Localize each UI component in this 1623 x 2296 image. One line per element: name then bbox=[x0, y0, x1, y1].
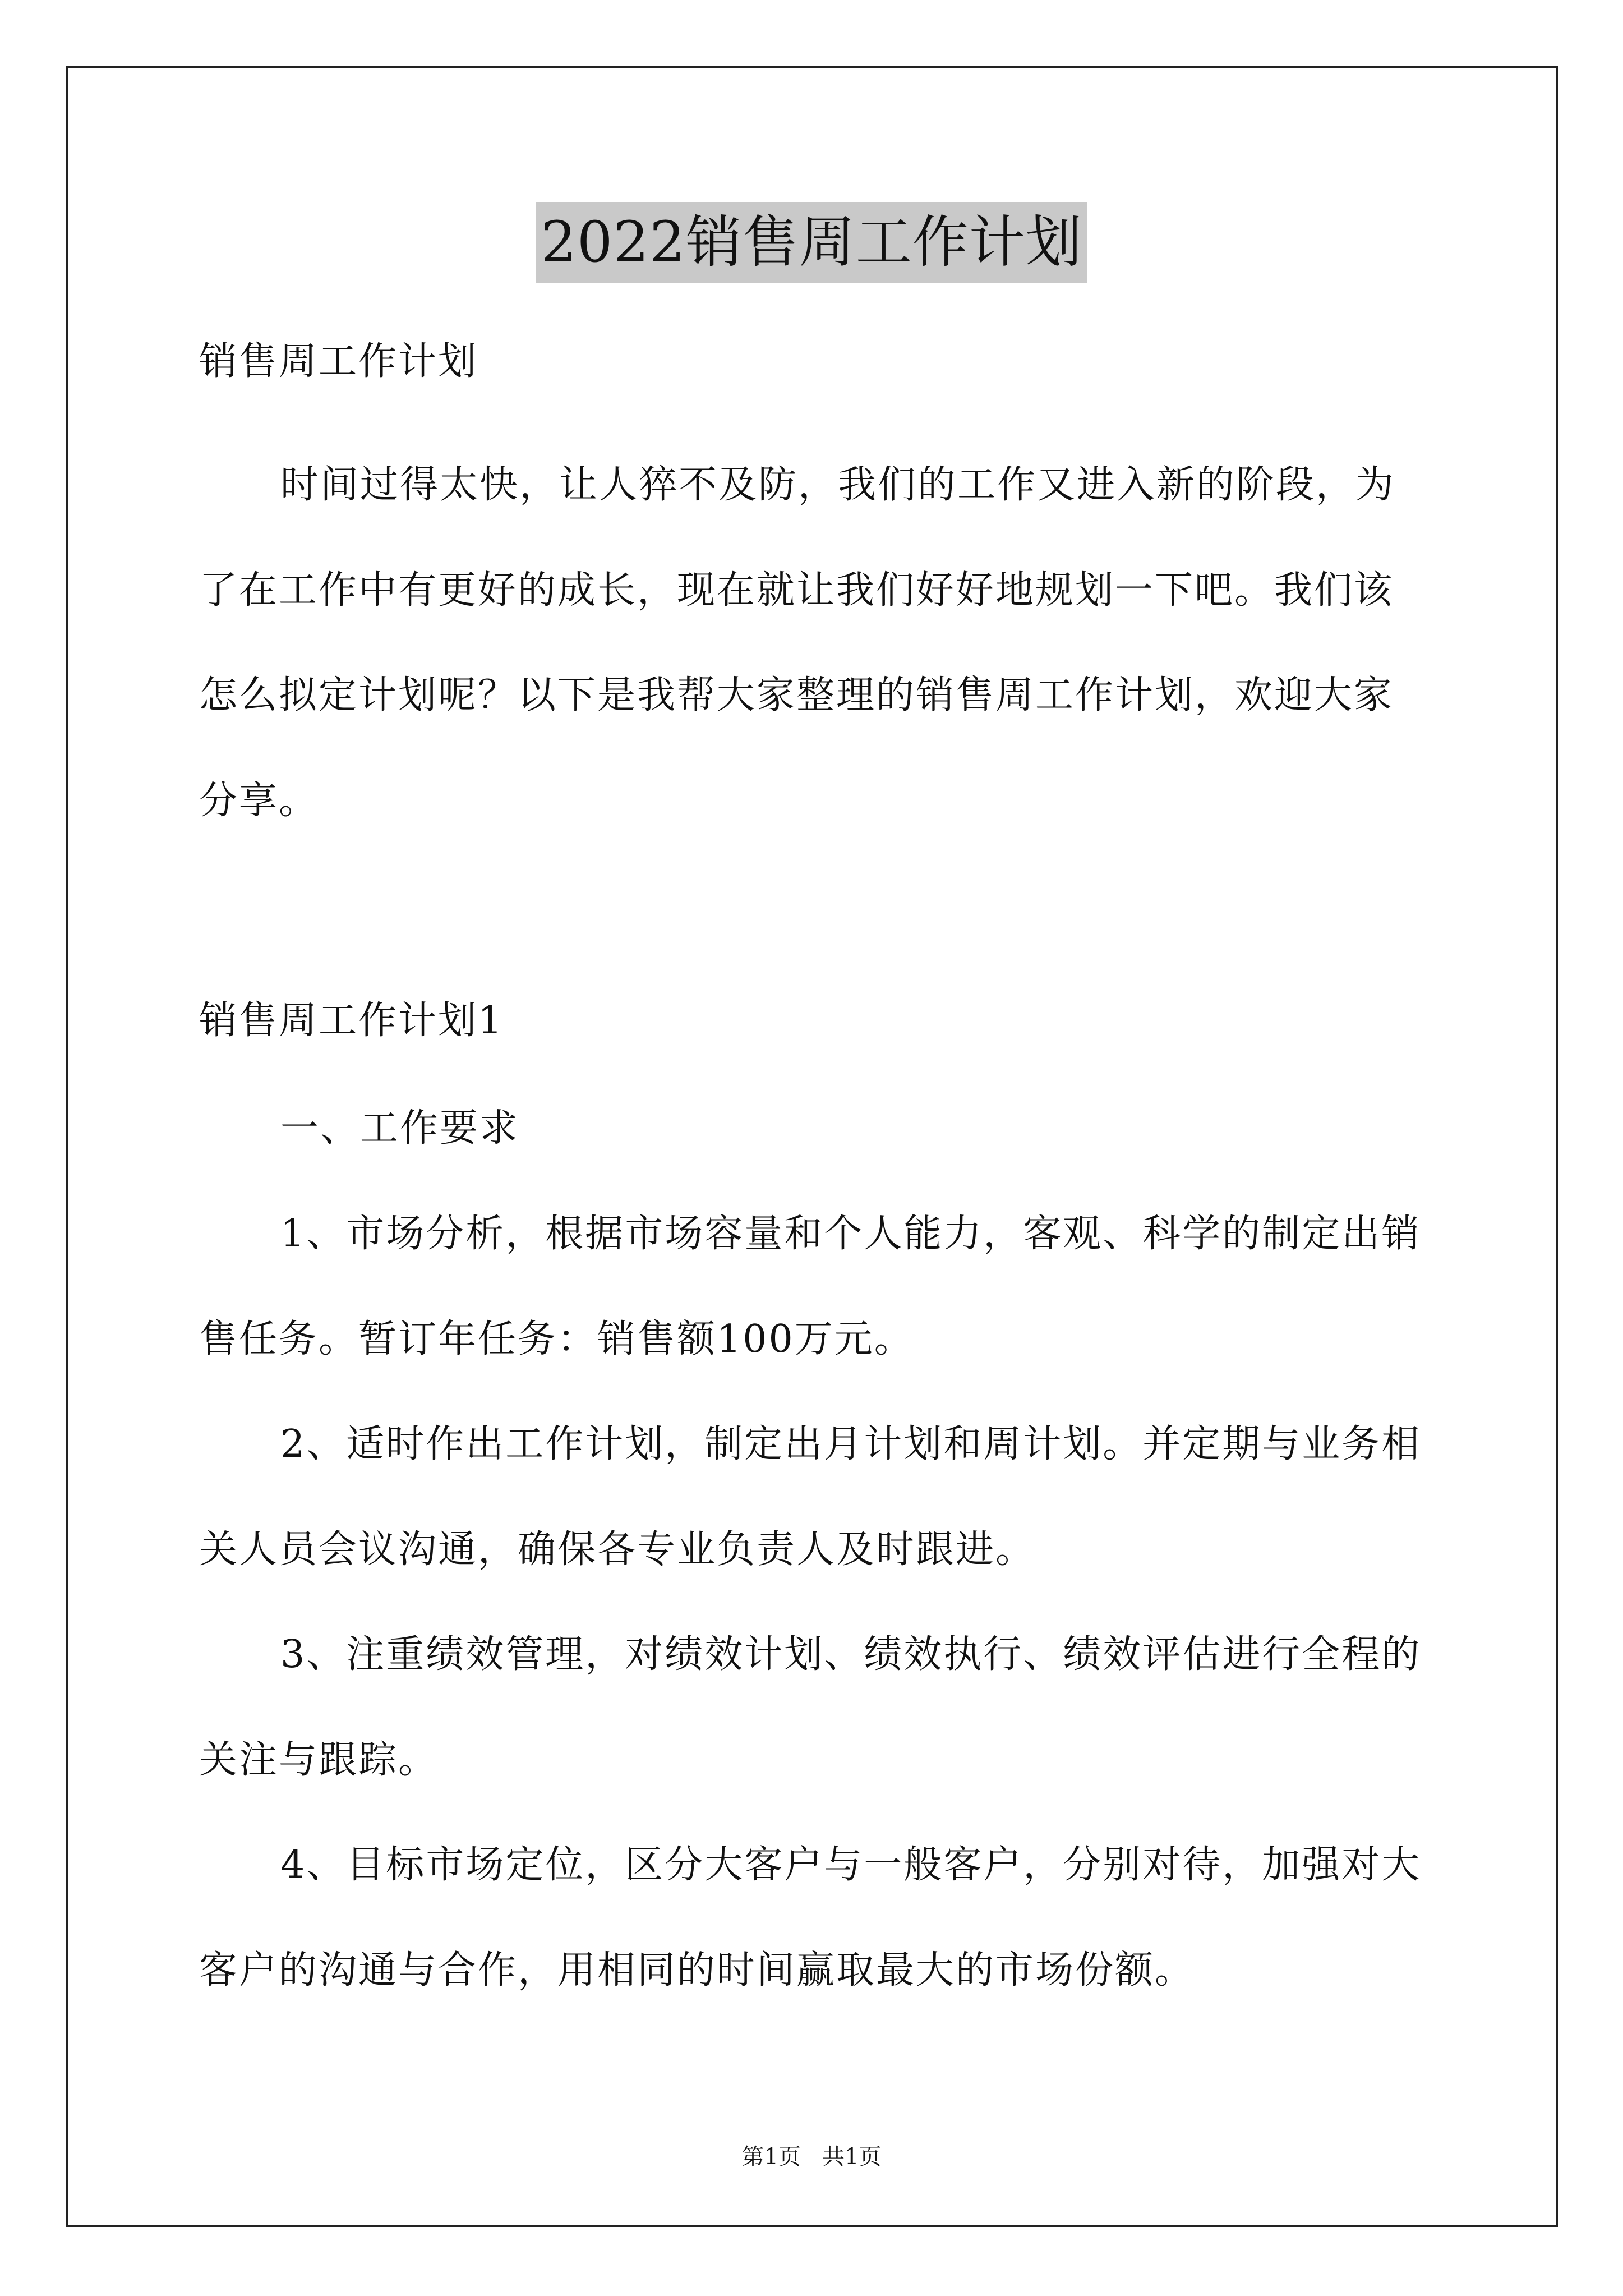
paragraph-line: 关注与跟踪。 bbox=[199, 1738, 439, 1782]
paragraph-line: 售任务。暂订年任务：销售额100万元。 bbox=[199, 1317, 914, 1361]
paragraph-line: 关人员会议沟通，确保各专业负责人及时跟进。 bbox=[199, 1527, 1036, 1572]
title-wrap bbox=[0, 202, 1623, 283]
subsection-heading: 一、工作要求 bbox=[280, 1106, 520, 1151]
paragraph-line: 4、目标市场定位，区分大客户与一般客户，分别对待，加强对大 bbox=[280, 1843, 1422, 1887]
paragraph-line: 2、适时作出工作计划，制定出月计划和周计划。并定期与业务相 bbox=[280, 1422, 1422, 1466]
paragraph-line: 时间过得太快，让人猝不及防，我们的工作又进入新的阶段，为 bbox=[280, 463, 1396, 507]
page-footer: 第1页 共1页 bbox=[741, 2144, 882, 2170]
paragraph-line: 3、注重绩效管理，对绩效计划、绩效执行、绩效评估进行全程的 bbox=[280, 1632, 1422, 1677]
paragraph-line: 怎么拟定计划呢？以下是我帮大家整理的销售周工作计划，欢迎大家 bbox=[199, 673, 1394, 717]
section-heading: 销售周工作计划1 bbox=[199, 999, 504, 1043]
paragraph-line: 1、市场分析，根据市场容量和个人能力，客观、科学的制定出销 bbox=[280, 1212, 1422, 1256]
section-heading: 销售周工作计划 bbox=[199, 339, 478, 384]
paragraph-line: 分享。 bbox=[199, 779, 319, 823]
paragraph-line: 了在工作中有更好的成长，现在就让我们好好地规划一下吧。我们该 bbox=[199, 568, 1394, 613]
paragraph-line: 客户的沟通与合作，用相同的时间赢取最大的市场份额。 bbox=[199, 1948, 1195, 1993]
document-title: 2022销售周工作计划 bbox=[536, 202, 1087, 283]
